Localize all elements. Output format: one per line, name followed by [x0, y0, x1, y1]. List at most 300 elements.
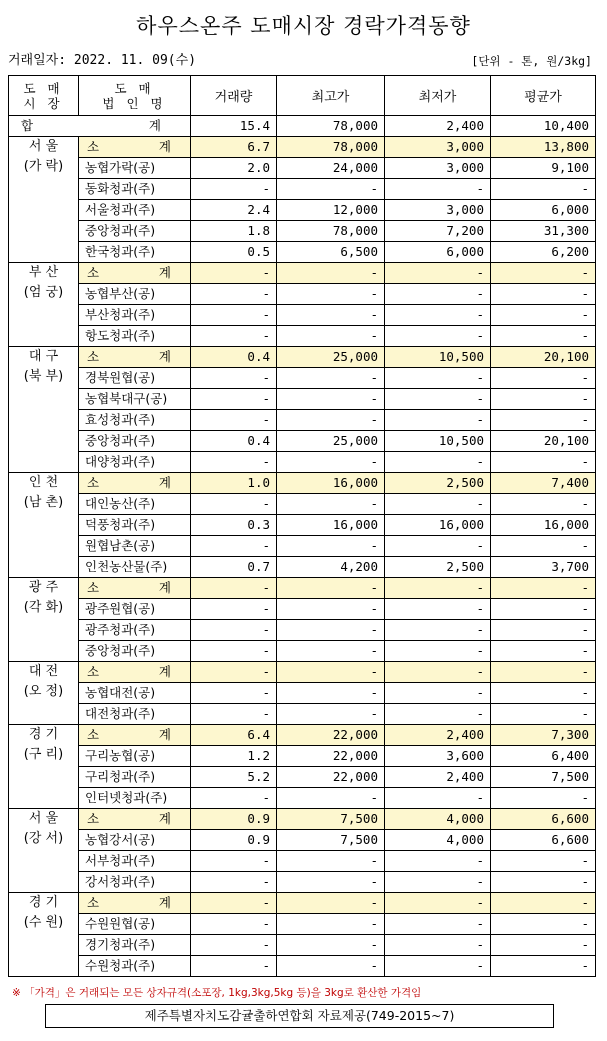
cell-max: 4,200 — [277, 557, 385, 578]
cell-max: 6,500 — [277, 242, 385, 263]
header-row — [9, 76, 596, 116]
cell-volume: 0.4 — [191, 431, 277, 452]
cell-volume: - — [191, 620, 277, 641]
subtotal-max: - — [277, 893, 385, 914]
market-cell — [9, 725, 79, 809]
table-row — [9, 221, 596, 242]
table-row — [9, 179, 596, 200]
corp-name: 대전청과(주) — [79, 704, 191, 725]
table-row — [9, 830, 596, 851]
subtotal-min: 10,500 — [385, 347, 491, 368]
header-region — [9, 76, 79, 116]
table-row — [9, 704, 596, 725]
cell-volume: - — [191, 284, 277, 305]
header-min: 최저가 — [385, 76, 491, 116]
cell-min: - — [385, 452, 491, 473]
cell-min: - — [385, 179, 491, 200]
cell-volume: - — [191, 410, 277, 431]
cell-avg: - — [491, 956, 596, 977]
subtotal-label — [79, 263, 191, 284]
subtotal-avg: 6,600 — [491, 809, 596, 830]
header-region-line2: 시 장 — [23, 95, 64, 111]
subtotal-label-a: 소 — [87, 580, 100, 595]
trade-date: 거래일자: 2022. 11. 09(수) — [8, 53, 197, 68]
cell-avg: 9,100 — [491, 158, 596, 179]
cell-max: - — [277, 683, 385, 704]
cell-avg: - — [491, 326, 596, 347]
subtotal-avg: - — [491, 662, 596, 683]
cell-volume: - — [191, 179, 277, 200]
subtotal-row — [9, 662, 596, 683]
corp-name: 수원청과(주) — [79, 956, 191, 977]
subtotal-label — [79, 137, 191, 158]
cell-avg: 3,700 — [491, 557, 596, 578]
cell-min: - — [385, 389, 491, 410]
total-max: 78,000 — [277, 116, 385, 137]
subtotal-label-b: 계 — [158, 475, 171, 490]
cell-max: - — [277, 389, 385, 410]
cell-volume: - — [191, 851, 277, 872]
cell-volume: 2.4 — [191, 200, 277, 221]
cell-min: - — [385, 368, 491, 389]
subtotal-avg: 7,400 — [491, 473, 596, 494]
subtotal-label-a: 소 — [87, 265, 100, 280]
cell-min: - — [385, 956, 491, 977]
cell-avg: 31,300 — [491, 221, 596, 242]
subtotal-label-a: 소 — [87, 664, 100, 679]
subtotal-volume: 0.9 — [191, 809, 277, 830]
subtotal-label — [79, 809, 191, 830]
subtotal-label — [79, 347, 191, 368]
total-label — [9, 116, 191, 137]
cell-avg: - — [491, 683, 596, 704]
subtotal-label-b: 계 — [158, 580, 171, 595]
cell-max: 7,500 — [277, 830, 385, 851]
subtotal-min: 4,000 — [385, 809, 491, 830]
cell-volume: 0.3 — [191, 515, 277, 536]
corp-name: 대인농산(주) — [79, 494, 191, 515]
table-row — [9, 242, 596, 263]
cell-max: 78,000 — [277, 221, 385, 242]
cell-min: 2,500 — [385, 557, 491, 578]
cell-max: 22,000 — [277, 746, 385, 767]
subtotal-max: - — [277, 263, 385, 284]
cell-max: - — [277, 641, 385, 662]
market-cell — [9, 473, 79, 578]
cell-volume: - — [191, 389, 277, 410]
subtotal-min: 2,400 — [385, 725, 491, 746]
header-corp-line1: 도 매 — [114, 80, 155, 96]
cell-min: - — [385, 851, 491, 872]
cell-avg: 6,000 — [491, 200, 596, 221]
market-name: 경 기 — [28, 727, 59, 742]
cell-avg: - — [491, 914, 596, 935]
corp-name: 한국청과(주) — [79, 242, 191, 263]
table-row — [9, 746, 596, 767]
subtotal-volume: 0.4 — [191, 347, 277, 368]
cell-volume: 1.8 — [191, 221, 277, 242]
cell-volume: - — [191, 368, 277, 389]
subtotal-label-a: 소 — [87, 349, 100, 364]
subtotal-row — [9, 725, 596, 746]
cell-avg: - — [491, 935, 596, 956]
subtotal-min: 2,500 — [385, 473, 491, 494]
cell-min: - — [385, 620, 491, 641]
cell-min: - — [385, 935, 491, 956]
subtotal-row — [9, 347, 596, 368]
cell-min: 3,000 — [385, 200, 491, 221]
subtotal-label-b: 계 — [158, 664, 171, 679]
market-cell — [9, 347, 79, 473]
cell-max: - — [277, 305, 385, 326]
cell-min: - — [385, 536, 491, 557]
subtotal-max: 16,000 — [277, 473, 385, 494]
table-row — [9, 305, 596, 326]
table-row — [9, 935, 596, 956]
cell-min: - — [385, 284, 491, 305]
cell-max: 24,000 — [277, 158, 385, 179]
cell-avg: - — [491, 305, 596, 326]
cell-max: - — [277, 179, 385, 200]
header-corp — [79, 76, 191, 116]
subtotal-label-a: 소 — [87, 811, 100, 826]
price-table — [8, 75, 596, 977]
market-cell — [9, 809, 79, 893]
corp-name: 농협북대구(공) — [79, 389, 191, 410]
table-row — [9, 431, 596, 452]
subtotal-volume: 1.0 — [191, 473, 277, 494]
cell-volume: - — [191, 305, 277, 326]
cell-min: - — [385, 788, 491, 809]
header-max: 최고가 — [277, 76, 385, 116]
subtotal-label-a: 소 — [87, 139, 100, 154]
subtotal-avg: - — [491, 578, 596, 599]
corp-name: 중앙청과(주) — [79, 431, 191, 452]
cell-volume: - — [191, 599, 277, 620]
cell-avg: 6,600 — [491, 830, 596, 851]
cell-min: - — [385, 641, 491, 662]
table-row — [9, 851, 596, 872]
corp-name: 서부청과(주) — [79, 851, 191, 872]
cell-volume: - — [191, 536, 277, 557]
corp-name: 광주원협(공) — [79, 599, 191, 620]
cell-max: 25,000 — [277, 431, 385, 452]
market-name: 경 기 — [28, 895, 59, 910]
cell-max: - — [277, 368, 385, 389]
cell-min: - — [385, 704, 491, 725]
table-row — [9, 494, 596, 515]
subtotal-volume: 6.4 — [191, 725, 277, 746]
subtotal-avg: 7,300 — [491, 725, 596, 746]
cell-avg: - — [491, 494, 596, 515]
market-cell — [9, 662, 79, 725]
cell-avg: - — [491, 368, 596, 389]
table-row — [9, 452, 596, 473]
cell-max: - — [277, 599, 385, 620]
subtotal-row — [9, 578, 596, 599]
market-location: (각 화) — [23, 600, 64, 615]
subtotal-row — [9, 809, 596, 830]
market-cell — [9, 137, 79, 263]
market-cell — [9, 263, 79, 347]
cell-volume: - — [191, 494, 277, 515]
corp-name: 농협강서(공) — [79, 830, 191, 851]
cell-max: - — [277, 788, 385, 809]
cell-volume: - — [191, 872, 277, 893]
cell-max: - — [277, 956, 385, 977]
table-row — [9, 515, 596, 536]
market-location: (엄 궁) — [23, 285, 64, 300]
corp-name: 수원원협(공) — [79, 914, 191, 935]
cell-min: - — [385, 599, 491, 620]
table-row — [9, 641, 596, 662]
cell-min: 2,400 — [385, 767, 491, 788]
market-location: (강 서) — [23, 831, 64, 846]
cell-max: - — [277, 851, 385, 872]
market-location: (수 원) — [23, 915, 64, 930]
cell-volume: - — [191, 641, 277, 662]
table-row — [9, 767, 596, 788]
cell-avg: - — [491, 389, 596, 410]
subtotal-label-a: 소 — [87, 895, 100, 910]
cell-volume: - — [191, 956, 277, 977]
subtotal-min: - — [385, 893, 491, 914]
table-row — [9, 200, 596, 221]
subtotal-label — [79, 662, 191, 683]
cell-min: 7,200 — [385, 221, 491, 242]
subtotal-max: 7,500 — [277, 809, 385, 830]
cell-min: - — [385, 914, 491, 935]
unit-label: [단위 - 톤, 원/3kg] — [471, 54, 592, 68]
subtotal-label-b: 계 — [158, 895, 171, 910]
corp-name: 경기청과(주) — [79, 935, 191, 956]
market-name: 대 구 — [28, 349, 59, 364]
cell-avg: - — [491, 872, 596, 893]
table-row — [9, 389, 596, 410]
subtotal-min: 3,000 — [385, 137, 491, 158]
table-row — [9, 620, 596, 641]
subtotal-row — [9, 473, 596, 494]
cell-min: - — [385, 305, 491, 326]
cell-min: - — [385, 494, 491, 515]
market-name: 서 울 — [28, 811, 59, 826]
cell-avg: - — [491, 536, 596, 557]
total-min: 2,400 — [385, 116, 491, 137]
subtotal-label-a: 소 — [87, 727, 100, 742]
table-row — [9, 956, 596, 977]
cell-max: 16,000 — [277, 515, 385, 536]
header-avg: 평균가 — [491, 76, 596, 116]
cell-max: 22,000 — [277, 767, 385, 788]
corp-name: 중앙청과(주) — [79, 221, 191, 242]
cell-max: - — [277, 704, 385, 725]
subtotal-label — [79, 893, 191, 914]
corp-name: 강서청과(주) — [79, 872, 191, 893]
subtotal-max: - — [277, 578, 385, 599]
cell-max: - — [277, 914, 385, 935]
cell-max: - — [277, 935, 385, 956]
corp-name: 광주청과(주) — [79, 620, 191, 641]
subtotal-avg: 13,800 — [491, 137, 596, 158]
table-row — [9, 599, 596, 620]
subtotal-volume: - — [191, 578, 277, 599]
corp-name: 중앙청과(주) — [79, 641, 191, 662]
table-row — [9, 158, 596, 179]
cell-volume: 1.2 — [191, 746, 277, 767]
corp-name: 경북원협(공) — [79, 368, 191, 389]
cell-volume: 0.9 — [191, 830, 277, 851]
cell-volume: - — [191, 683, 277, 704]
footnote: ※ 「가격」은 거래되는 모든 상자규격(소포장, 1kg,3kg,5kg 등)을 3kg로 환산한 가격임 — [12, 987, 422, 999]
cell-volume: - — [191, 326, 277, 347]
market-name: 인 천 — [28, 475, 59, 490]
market-name: 광 주 — [28, 580, 59, 595]
subtotal-label-b: 계 — [158, 265, 171, 280]
subtotal-volume: - — [191, 263, 277, 284]
corp-name: 농협부산(공) — [79, 284, 191, 305]
subtotal-label — [79, 725, 191, 746]
source-note: 제주특별자치도감귤출하연합회 자료제공(749-2015~7) — [45, 1004, 554, 1028]
cell-volume: 5.2 — [191, 767, 277, 788]
corp-name: 구리청과(주) — [79, 767, 191, 788]
meta-line — [8, 52, 592, 70]
subtotal-label-b: 계 — [158, 139, 171, 154]
market-location: (남 촌) — [23, 495, 64, 510]
table-row — [9, 788, 596, 809]
cell-avg: - — [491, 704, 596, 725]
market-name: 서 울 — [28, 139, 59, 154]
subtotal-label-b: 계 — [158, 811, 171, 826]
cell-max: - — [277, 536, 385, 557]
corp-name: 서울청과(주) — [79, 200, 191, 221]
cell-max: 12,000 — [277, 200, 385, 221]
cell-avg: - — [491, 620, 596, 641]
table-row — [9, 536, 596, 557]
cell-avg: - — [491, 452, 596, 473]
corp-name: 농협대전(공) — [79, 683, 191, 704]
cell-max: - — [277, 284, 385, 305]
subtotal-min: - — [385, 662, 491, 683]
corp-name: 대양청과(주) — [79, 452, 191, 473]
subtotal-volume: 6.7 — [191, 137, 277, 158]
subtotal-min: - — [385, 263, 491, 284]
total-label-b: 계 — [148, 118, 161, 133]
subtotal-avg: 20,100 — [491, 347, 596, 368]
corp-name: 동화청과(주) — [79, 179, 191, 200]
subtotal-min: - — [385, 578, 491, 599]
subtotal-max: 25,000 — [277, 347, 385, 368]
subtotal-volume: - — [191, 662, 277, 683]
cell-min: - — [385, 326, 491, 347]
subtotal-volume: - — [191, 893, 277, 914]
market-location: (오 정) — [23, 684, 64, 699]
cell-avg: - — [491, 599, 596, 620]
corp-name: 인천농산물(주) — [79, 557, 191, 578]
cell-avg: 20,100 — [491, 431, 596, 452]
cell-min: 16,000 — [385, 515, 491, 536]
market-cell — [9, 578, 79, 662]
table-row — [9, 872, 596, 893]
corp-name: 덕풍청과(주) — [79, 515, 191, 536]
total-volume: 15.4 — [191, 116, 277, 137]
subtotal-avg: - — [491, 893, 596, 914]
table-row — [9, 284, 596, 305]
cell-min: 3,000 — [385, 158, 491, 179]
cell-min: 4,000 — [385, 830, 491, 851]
header-region-line1: 도 매 — [23, 80, 64, 96]
page-title: 하우스온주 도매시장 경락가격동향 — [136, 14, 471, 38]
cell-avg: - — [491, 410, 596, 431]
subtotal-label — [79, 578, 191, 599]
subtotal-max: - — [277, 662, 385, 683]
total-row — [9, 116, 596, 137]
cell-volume: 0.5 — [191, 242, 277, 263]
cell-max: - — [277, 494, 385, 515]
header-volume: 거래량 — [191, 76, 277, 116]
subtotal-avg: - — [491, 263, 596, 284]
cell-min: 3,600 — [385, 746, 491, 767]
table-row — [9, 557, 596, 578]
corp-name: 원협남촌(공) — [79, 536, 191, 557]
cell-avg: 6,200 — [491, 242, 596, 263]
cell-volume: - — [191, 914, 277, 935]
cell-volume: 2.0 — [191, 158, 277, 179]
cell-max: - — [277, 620, 385, 641]
subtotal-label-b: 계 — [158, 349, 171, 364]
table-row — [9, 368, 596, 389]
table-row — [9, 683, 596, 704]
cell-volume: 0.7 — [191, 557, 277, 578]
cell-min: - — [385, 410, 491, 431]
cell-avg: 6,400 — [491, 746, 596, 767]
market-cell — [9, 893, 79, 977]
cell-volume: - — [191, 704, 277, 725]
cell-volume: - — [191, 788, 277, 809]
subtotal-max: 78,000 — [277, 137, 385, 158]
market-location: (북 부) — [23, 369, 64, 384]
cell-max: - — [277, 872, 385, 893]
cell-avg: 16,000 — [491, 515, 596, 536]
corp-name: 농협가락(공) — [79, 158, 191, 179]
cell-min: - — [385, 683, 491, 704]
corp-name: 효성청과(주) — [79, 410, 191, 431]
cell-avg: - — [491, 851, 596, 872]
cell-volume: - — [191, 935, 277, 956]
cell-max: - — [277, 410, 385, 431]
corp-name: 부산청과(주) — [79, 305, 191, 326]
table-row — [9, 326, 596, 347]
cell-max: - — [277, 452, 385, 473]
table-row — [9, 914, 596, 935]
header-corp-line2: 법 인 명 — [102, 95, 167, 111]
subtotal-label-a: 소 — [87, 475, 100, 490]
cell-avg: - — [491, 641, 596, 662]
cell-volume: - — [191, 452, 277, 473]
total-label-a: 합 — [21, 118, 34, 133]
subtotal-max: 22,000 — [277, 725, 385, 746]
market-location: (구 리) — [23, 747, 64, 762]
market-name: 대 전 — [28, 664, 59, 679]
subtotal-row — [9, 263, 596, 284]
subtotal-label — [79, 473, 191, 494]
cell-min: - — [385, 872, 491, 893]
cell-max: - — [277, 326, 385, 347]
total-avg: 10,400 — [491, 116, 596, 137]
subtotal-row — [9, 137, 596, 158]
corp-name: 인터넷청과(주) — [79, 788, 191, 809]
corp-name: 구리농협(공) — [79, 746, 191, 767]
cell-avg: - — [491, 788, 596, 809]
